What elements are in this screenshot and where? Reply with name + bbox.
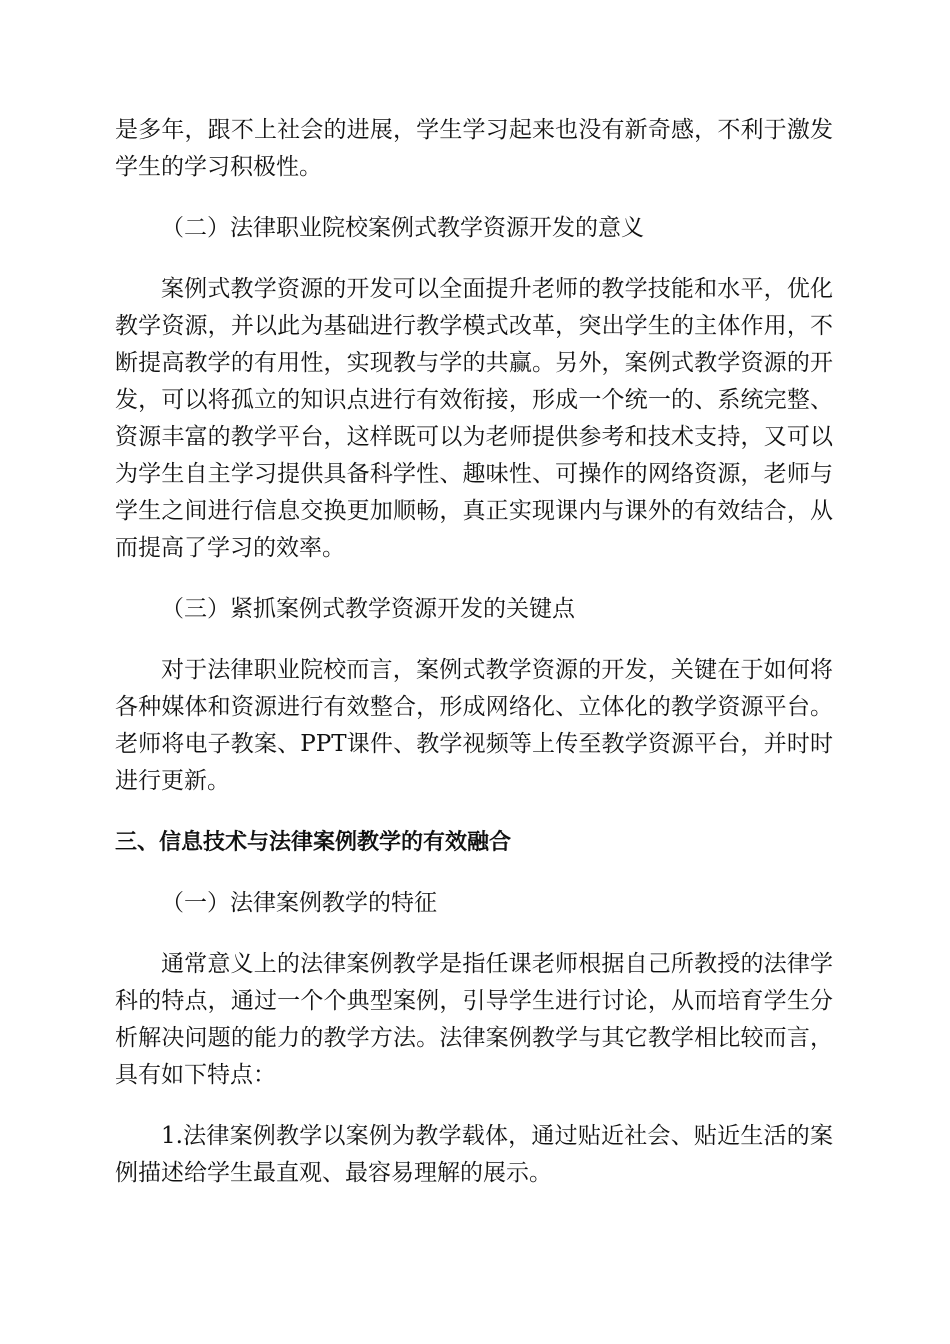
paragraph-continued: 是多年，跟不上社会的进展，学生学习起来也没有新奇感，不利于激发学生的学习积极性。 xyxy=(115,117,833,180)
paragraph-features: 通常意义上的法律案例教学是指任课老师根据自己所教授的法律学科的特点，通过一个个典型案例，引导学生进行讨论，从而培育学生分析解决问题的能力的教学方法。法律案例教学与其它教学相比较而言，具有如下特点： xyxy=(115,951,833,1088)
section-heading-3: 三、信息技术与法律案例教学的有效融合 xyxy=(115,830,512,855)
document-body xyxy=(115,112,833,1192)
paragraph-significance: 案例式教学资源的开发可以全面提升老师的教学技能和水平，优化教学资源，并以此为基础进行教学模式改革，突出学生的主体作用，不断提高教学的有用性，实现教与学的共赢。另外，案例式教学资源的开发，可以将孤立的知识点进行有效衔接，形成一个统一的、系统完整、资源丰富的教学平台，这样既可以为老师提供参考和技术支持，又可以为学生自主学习提供具备科学性、趣味性、可操作的网络资源，老师与学生之间进行信息交换更加顺畅，真正实现课内与课外的有效结合，从而提高了学习的效率。 xyxy=(115,276,833,561)
list-item-1: 1.法律案例教学以案例为教学载体，通过贴近社会、贴近生活的案例描述给学生最直观、最容易理解的展示。 xyxy=(115,1123,833,1186)
paragraph-key-points: 对于法律职业院校而言，案例式教学资源的开发，关键在于如何将各种媒体和资源进行有效整合，形成网络化、立体化的教学资源平台。老师将电子教案、PPT课件、教学视频等上传至教学资源平台，并时时进行更新。 xyxy=(115,657,833,794)
subheading-features: （一）法律案例教学的特征 xyxy=(161,890,437,916)
subheading-key-points: （三）紧抓案例式教学资源开发的关键点 xyxy=(161,596,575,622)
subheading-significance: （二）法律职业院校案例式教学资源开发的意义 xyxy=(161,215,644,241)
